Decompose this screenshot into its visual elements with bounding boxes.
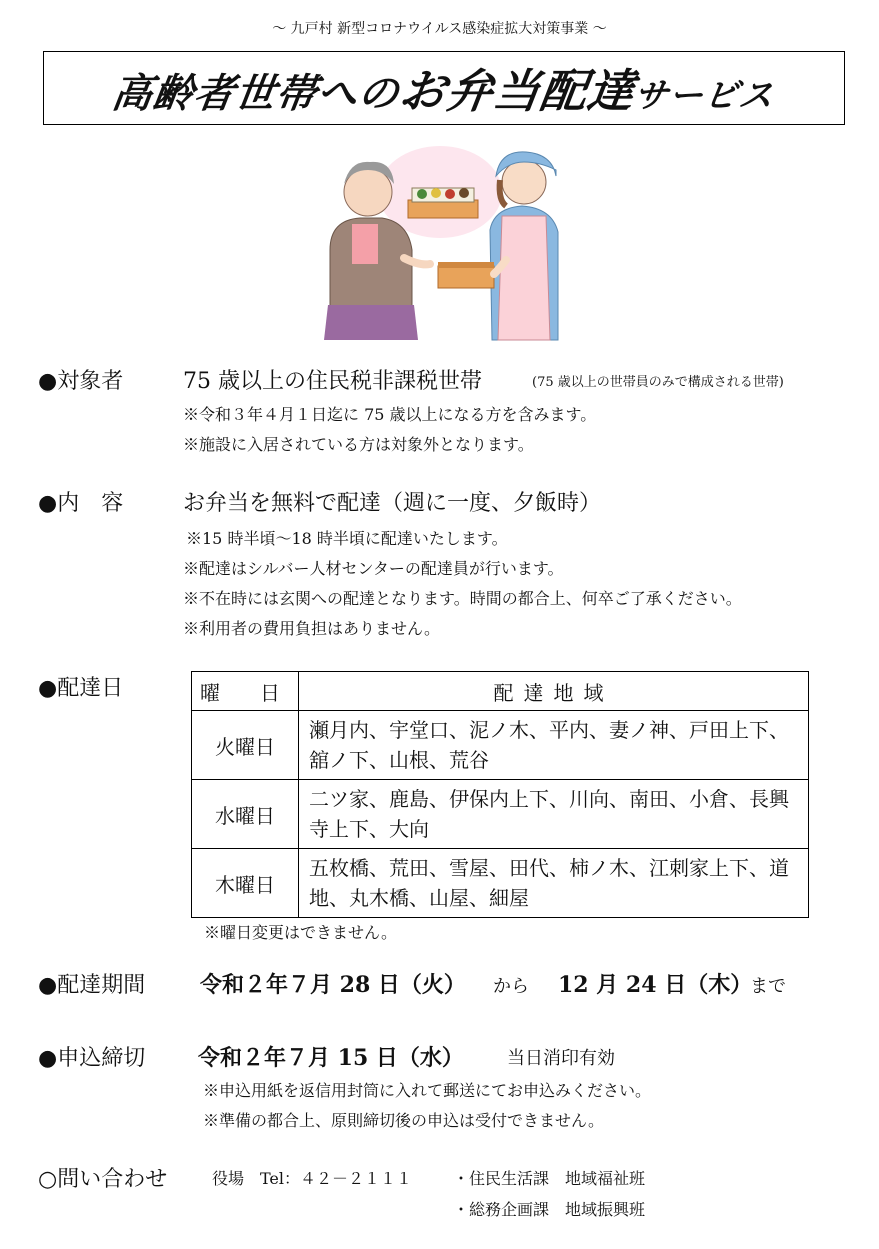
deadline-note-2: ※準備の都合上、原則締切後の申込は受付できません。 bbox=[203, 1111, 604, 1130]
row-area: 瀬月内、宇堂口、泥ノ木、平内、妻ノ神、戸田上下、舘ノ下、山根、荒谷 bbox=[299, 711, 809, 780]
page-title bbox=[108, 55, 779, 121]
content-label: ●内 容 bbox=[38, 491, 124, 516]
content-note-4: ※利用者の費用負担はありません。 bbox=[183, 619, 440, 638]
deadline-date: 令和２年７月 15 日（水） bbox=[198, 1045, 464, 1071]
contact-label: ○問い合わせ bbox=[38, 1167, 168, 1192]
table-header-row bbox=[192, 672, 809, 711]
period-label: ●配達期間 bbox=[38, 973, 146, 998]
bento-package-icon bbox=[438, 266, 494, 288]
target-label: ●対象者 bbox=[38, 369, 124, 394]
period-start: 令和２年７月 28 日（火） bbox=[200, 972, 466, 998]
row-area: 五枚橋、荒田、雪屋、田代、柿ノ木、江刺家上下、道地、丸木橋、山屋、細屋 bbox=[299, 849, 809, 918]
delivery-woman bbox=[502, 160, 546, 204]
period-from: から bbox=[493, 976, 529, 997]
title-part-3: サービス bbox=[631, 76, 777, 116]
deadline-label: ●申込締切 bbox=[38, 1046, 146, 1071]
deadline-postmark: 当日消印有効 bbox=[507, 1048, 615, 1069]
contact-dept-2: ・総務企画課 地域振興班 bbox=[453, 1200, 646, 1219]
title-part-2: お弁当配達 bbox=[395, 64, 639, 118]
row-day: 水曜日 bbox=[192, 780, 299, 849]
page-subtitle: ～ 九戸村 新型コロナウイルス感染症拡大対策事業 ～ bbox=[272, 21, 607, 37]
content-value: お弁当を無料で配達（週に一度、夕飯時） bbox=[183, 491, 602, 516]
table-row bbox=[192, 711, 809, 780]
contact-dept-1: ・住民生活課 地域福祉班 bbox=[453, 1169, 646, 1188]
content-note-3: ※不在時には玄関への配達となります。時間の都合上、何卒ご了承ください。 bbox=[183, 589, 742, 608]
contact-office: 役場 Tel：４２－２１１１ bbox=[212, 1169, 413, 1188]
header-area: 配達地域 bbox=[299, 672, 809, 711]
period-end: 12 月 24 日（木） bbox=[558, 972, 753, 998]
header-day: 曜 日 bbox=[192, 672, 299, 711]
deadline-note-1: ※申込用紙を返信用封筒に入れて郵送にてお申込みください。 bbox=[203, 1081, 652, 1100]
target-note-1: ※令和３年４月１日迄に 75 歳以上になる方を含みます。 bbox=[183, 405, 597, 424]
period-until: まで bbox=[750, 976, 786, 997]
table-row bbox=[192, 780, 809, 849]
delivery-schedule-table bbox=[191, 671, 809, 918]
title-banner bbox=[43, 51, 845, 125]
content-note-1: ※15 時半頃～18 時半頃に配達いたします。 bbox=[186, 529, 508, 548]
table-row bbox=[192, 849, 809, 918]
target-note-2: ※施設に入居されている方は対象外となります。 bbox=[183, 435, 534, 454]
target-aside: (75 歳以上の世帯員のみで構成される世帯) bbox=[532, 375, 784, 390]
target-value: 75 歳以上の住民税非課税世帯 bbox=[183, 369, 482, 394]
delivery-days-note: ※曜日変更はできません。 bbox=[204, 923, 397, 942]
lunch-delivery-illustration bbox=[300, 140, 580, 345]
row-area: 二ツ家、鹿島、伊保内上下、川向、南田、小倉、長興寺上下、大向 bbox=[299, 780, 809, 849]
bento-box-icon bbox=[408, 200, 478, 218]
row-day: 火曜日 bbox=[192, 711, 299, 780]
delivery-days-label: ●配達日 bbox=[38, 676, 124, 701]
content-note-2: ※配達はシルバー人材センターの配達員が行います。 bbox=[183, 559, 564, 578]
title-part-1: 高齢者世帯への bbox=[108, 71, 403, 117]
row-day: 木曜日 bbox=[192, 849, 299, 918]
